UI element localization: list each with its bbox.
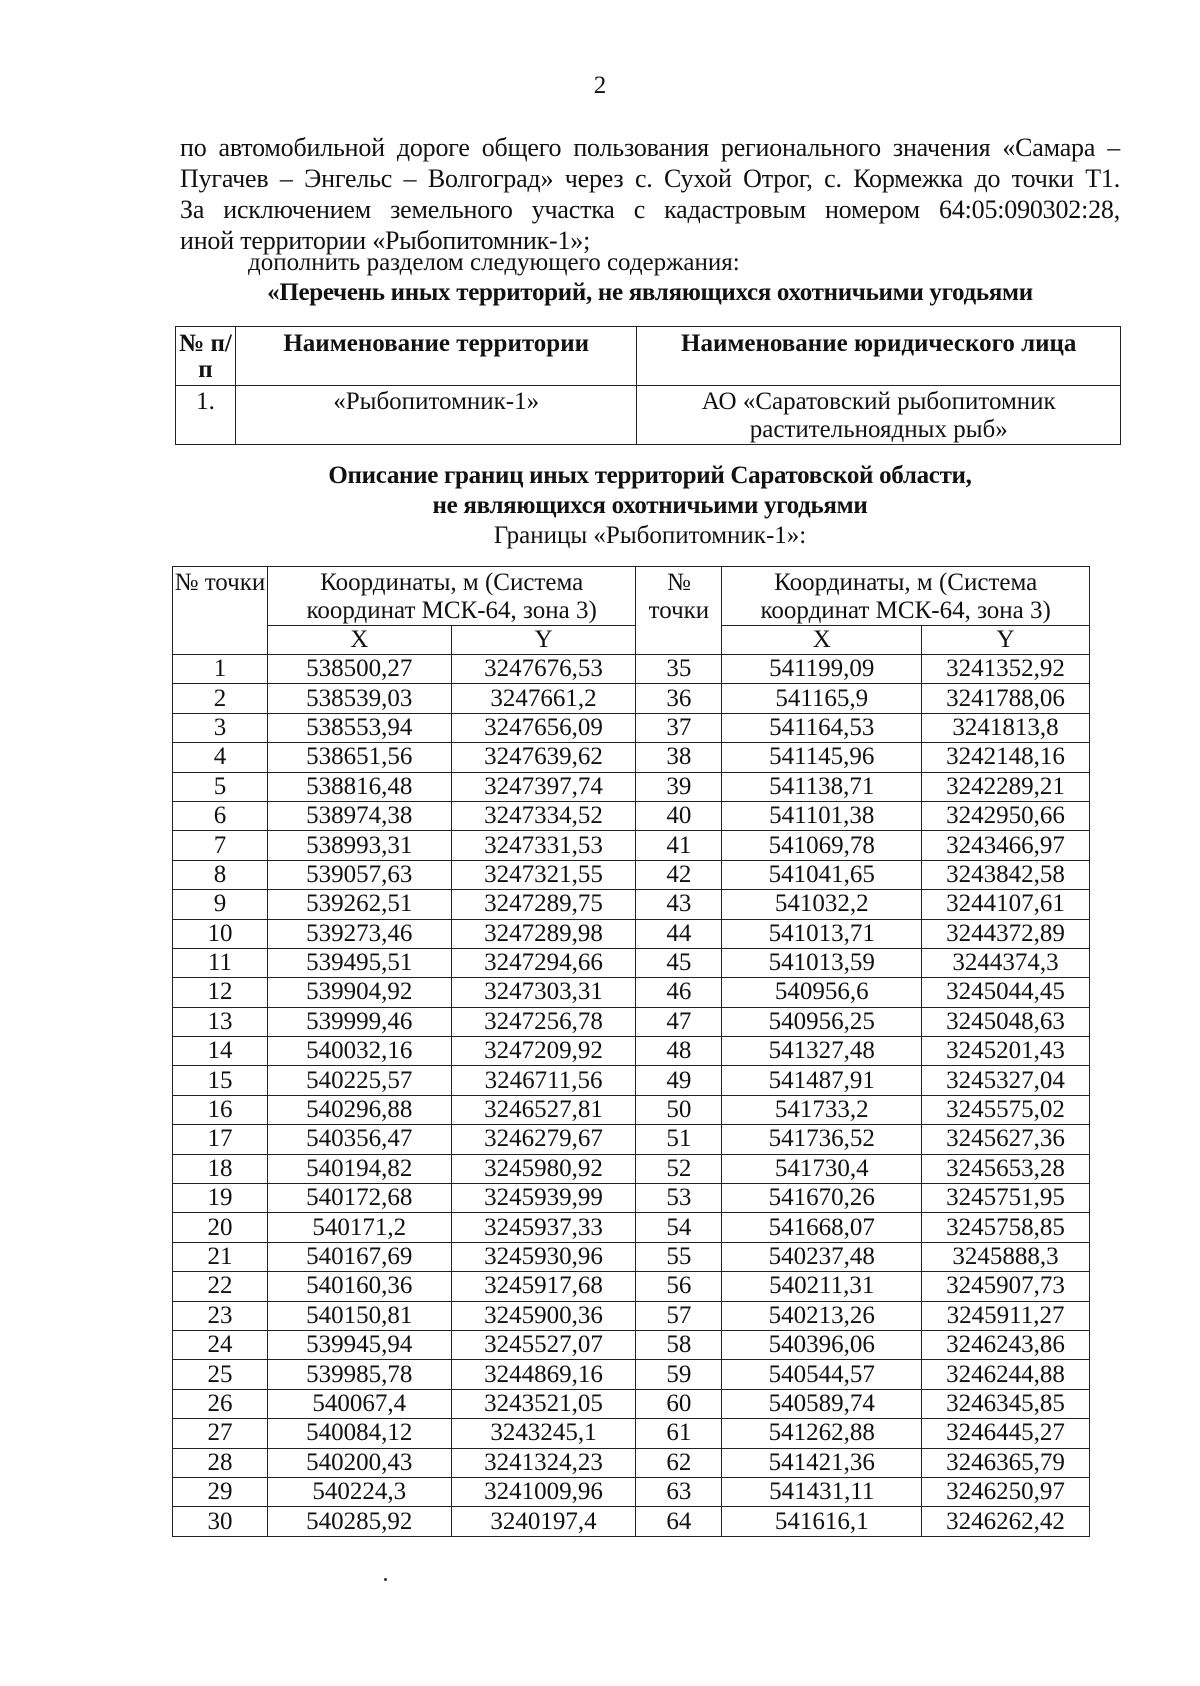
- intro-line: иной территории «Рыбопитомник-1»;: [180, 226, 591, 255]
- cell-x-left: 538993,31: [267, 831, 451, 860]
- header-point-right: № точки: [636, 567, 722, 655]
- cell-y-right: 3245751,95: [922, 1184, 1090, 1213]
- cell-point-right: 55: [636, 1242, 722, 1271]
- header-coords-left: Координаты, м (Система координат МСК-64, зона 3): [267, 567, 636, 626]
- cell-point-left: 13: [173, 1007, 268, 1036]
- cell-y-left: 3247661,2: [451, 684, 636, 713]
- cell-point-left: 30: [173, 1507, 268, 1536]
- cell-x-right: 541668,07: [722, 1213, 922, 1242]
- cell-x-left: 540150,81: [267, 1301, 451, 1330]
- header-territory-name: Наименование территории: [235, 327, 637, 386]
- cell-y-right: 3241352,92: [922, 655, 1090, 684]
- table-row: [173, 1213, 1090, 1242]
- cell-x-right: 540213,26: [722, 1301, 922, 1330]
- cell-y-left: 3247256,78: [451, 1007, 636, 1036]
- cell-y-left: 3247289,75: [451, 890, 636, 919]
- cell-point-left: 25: [173, 1360, 268, 1389]
- cell-x-left: 540296,88: [267, 1095, 451, 1124]
- cell-x-left: 539262,51: [267, 890, 451, 919]
- header-x-right: X: [722, 626, 922, 655]
- cell-y-right: 3243466,97: [922, 831, 1090, 860]
- cell-x-right: 541138,71: [722, 772, 922, 801]
- territories-table: [175, 326, 1121, 445]
- table-row: [173, 1507, 1090, 1536]
- cell-y-right: 3241788,06: [922, 684, 1090, 713]
- intro-line: по автомобильной дороге общего пользования регионального значения «Самара –: [180, 133, 1120, 162]
- cell-x-left: 540200,43: [267, 1448, 451, 1477]
- cell-x-right: 541431,11: [722, 1477, 922, 1506]
- cell-point-left: 10: [173, 919, 268, 948]
- cell-point-right: 60: [636, 1389, 722, 1418]
- intro-line: Пугачев – Энгельс – Волгоград» через с. Сухой Отрог, с. Кормежка до точки Т1.: [180, 164, 1120, 193]
- table-row: [173, 831, 1090, 860]
- cell-x-left: 539999,46: [267, 1007, 451, 1036]
- cell-y-right: 3245327,04: [922, 1066, 1090, 1095]
- cell-y-right: 3246250,97: [922, 1477, 1090, 1506]
- cell-x-left: 539985,78: [267, 1360, 451, 1389]
- cell-x-left: 540285,92: [267, 1507, 451, 1536]
- cell-x-left: 540067,4: [267, 1389, 451, 1418]
- cell-point-right: 35: [636, 655, 722, 684]
- cell-y-right: 3245201,43: [922, 1037, 1090, 1066]
- cell-x-right: 541013,59: [722, 948, 922, 977]
- cell-point-right: 40: [636, 801, 722, 830]
- cell-x-right: 541069,78: [722, 831, 922, 860]
- cell-point-right: 53: [636, 1184, 722, 1213]
- header-y-right: Y: [922, 626, 1090, 655]
- cell-point-right: 54: [636, 1213, 722, 1242]
- cell-point-right: 37: [636, 713, 722, 742]
- intro-line: За исключением земельного участка с кадастровым номером 64:05:090302:28,: [180, 195, 1120, 224]
- cell-x-left: 540356,47: [267, 1125, 451, 1154]
- cell-point-right: 49: [636, 1066, 722, 1095]
- cell-x-right: 541421,36: [722, 1448, 922, 1477]
- table-row: [173, 1330, 1090, 1359]
- cell-x-right: 541733,2: [722, 1095, 922, 1124]
- table-row: [176, 386, 1121, 445]
- cell-point-left: 7: [173, 831, 268, 860]
- cell-y-left: 3247331,53: [451, 831, 636, 860]
- table-subheader-row: [173, 626, 1090, 655]
- cell-point-right: 48: [636, 1037, 722, 1066]
- cell-y-right: 3241813,8: [922, 713, 1090, 742]
- table-row: [173, 1419, 1090, 1448]
- cell-x-right: 541164,53: [722, 713, 922, 742]
- cell-y-right: 3245575,02: [922, 1095, 1090, 1124]
- cell-point-right: 38: [636, 743, 722, 772]
- cell-point-left: 2: [173, 684, 268, 713]
- boundaries-title-line: не являющихся охотничьими угодьями: [432, 492, 868, 519]
- cell-x-right: 541730,4: [722, 1154, 922, 1183]
- cell-y-right: 3244107,61: [922, 890, 1090, 919]
- cell-x-right: 540956,25: [722, 1007, 922, 1036]
- cell-point-left: 8: [173, 860, 268, 889]
- cell-point-left: 4: [173, 743, 268, 772]
- cell-y-left: 3247639,62: [451, 743, 636, 772]
- table-row: [173, 1007, 1090, 1036]
- cell-x-right: 540211,31: [722, 1272, 922, 1301]
- table-row: [173, 655, 1090, 684]
- cell-y-left: 3246279,67: [451, 1125, 636, 1154]
- table-row: [173, 801, 1090, 830]
- cell-x-left: 540160,36: [267, 1272, 451, 1301]
- table-row: [173, 978, 1090, 1007]
- cell-x-right: 540396,06: [722, 1330, 922, 1359]
- cell-point-left: 23: [173, 1301, 268, 1330]
- cell-y-right: 3245758,85: [922, 1213, 1090, 1242]
- cell-y-left: 3245939,99: [451, 1184, 636, 1213]
- cell-point-left: 29: [173, 1477, 268, 1506]
- header-point-left: № точки: [173, 567, 268, 655]
- cell-point-left: 6: [173, 801, 268, 830]
- cell-x-right: 541262,88: [722, 1419, 922, 1448]
- cell-point-right: 63: [636, 1477, 722, 1506]
- cell-point-right: 45: [636, 948, 722, 977]
- cell-y-left: 3247334,52: [451, 801, 636, 830]
- cell-y-left: 3247321,55: [451, 860, 636, 889]
- table-row: [173, 1095, 1090, 1124]
- cell-x-left: 540167,69: [267, 1242, 451, 1271]
- header-legal-entity: Наименование юридического лица: [637, 327, 1121, 386]
- cell-point-right: 46: [636, 978, 722, 1007]
- cell-y-right: 3246262,42: [922, 1507, 1090, 1536]
- table-row: [173, 1037, 1090, 1066]
- cell-point-left: 19: [173, 1184, 268, 1213]
- cell-x-right: 541616,1: [722, 1507, 922, 1536]
- cell-y-right: 3245627,36: [922, 1125, 1090, 1154]
- cell-point-right: 59: [636, 1360, 722, 1389]
- cell-y-left: 3246711,56: [451, 1066, 636, 1095]
- table-row: [173, 1389, 1090, 1418]
- table-row: [173, 1301, 1090, 1330]
- cell-point-left: 24: [173, 1330, 268, 1359]
- cell-x-left: 540225,57: [267, 1066, 451, 1095]
- cell-point-right: 57: [636, 1301, 722, 1330]
- cell-y-left: 3241324,23: [451, 1448, 636, 1477]
- cell-x-right: 540589,74: [722, 1389, 922, 1418]
- cell-point-right: 62: [636, 1448, 722, 1477]
- cell-x-right: 541032,2: [722, 890, 922, 919]
- boundaries-title-line: Описание границ иных территорий Саратовской области,: [328, 462, 972, 489]
- cell-x-left: 538974,38: [267, 801, 451, 830]
- header-num: № п/п: [176, 327, 236, 386]
- table-row: [173, 1184, 1090, 1213]
- cell-x-left: 538651,56: [267, 743, 451, 772]
- cell-x-right: 540237,48: [722, 1242, 922, 1271]
- cell-y-left: 3245900,36: [451, 1301, 636, 1330]
- cell-y-right: 3246244,88: [922, 1360, 1090, 1389]
- cell-x-left: 538816,48: [267, 772, 451, 801]
- table-header-row: [173, 567, 1090, 626]
- cell-point-right: 51: [636, 1125, 722, 1154]
- cell-y-left: 3247397,74: [451, 772, 636, 801]
- cell-point-left: 17: [173, 1125, 268, 1154]
- cell-x-right: 541487,91: [722, 1066, 922, 1095]
- page-number: 2: [593, 72, 607, 99]
- intro-paragraph: [180, 132, 1120, 256]
- cell-x-right: 541670,26: [722, 1184, 922, 1213]
- cell-x-right: 541041,65: [722, 860, 922, 889]
- cell-x-left: 540084,12: [267, 1419, 451, 1448]
- table-row: [173, 948, 1090, 977]
- header-coords-right: Координаты, м (Система координат МСК-64, зона 3): [722, 567, 1090, 626]
- boundaries-title: [180, 461, 1120, 521]
- cell-y-right: 3242289,21: [922, 772, 1090, 801]
- cell-y-right: 3245911,27: [922, 1301, 1090, 1330]
- cell-y-right: 3245653,28: [922, 1154, 1090, 1183]
- cell-y-right: 3245048,63: [922, 1007, 1090, 1036]
- cell-y-right: 3245044,45: [922, 978, 1090, 1007]
- cell-point-right: 47: [636, 1007, 722, 1036]
- cell-point-right: 36: [636, 684, 722, 713]
- cell-x-left: 538553,94: [267, 713, 451, 742]
- cell-y-left: 3240197,4: [451, 1507, 636, 1536]
- cell-x-right: 540956,6: [722, 978, 922, 1007]
- cell-y-right: 3245907,73: [922, 1272, 1090, 1301]
- cell-y-right: 3242148,16: [922, 743, 1090, 772]
- cell-num: 1.: [176, 386, 236, 445]
- cell-x-left: 540171,2: [267, 1213, 451, 1242]
- table-row: [173, 919, 1090, 948]
- table-row: [173, 713, 1090, 742]
- table-row: [173, 1477, 1090, 1506]
- cell-x-left: 540172,68: [267, 1184, 451, 1213]
- table-row: [173, 1360, 1090, 1389]
- cell-y-left: 3243521,05: [451, 1389, 636, 1418]
- cell-point-right: 44: [636, 919, 722, 948]
- cell-x-left: 539057,63: [267, 860, 451, 889]
- coordinates-table-body: [173, 655, 1090, 1537]
- cell-point-left: 26: [173, 1389, 268, 1418]
- cell-x-right: 541013,71: [722, 919, 922, 948]
- cell-y-right: 3243842,58: [922, 860, 1090, 889]
- cell-x-left: 540032,16: [267, 1037, 451, 1066]
- cell-x-right: 541145,96: [722, 743, 922, 772]
- cell-y-left: 3244869,16: [451, 1360, 636, 1389]
- cell-y-right: 3246345,85: [922, 1389, 1090, 1418]
- table-header-row: [176, 327, 1121, 386]
- cell-y-right: 3246243,86: [922, 1330, 1090, 1359]
- cell-x-left: 538500,27: [267, 655, 451, 684]
- cell-point-left: 21: [173, 1242, 268, 1271]
- cell-legal-entity: АО «Саратовский рыбопитомник растительноядных рыб»: [637, 386, 1121, 445]
- table-row: [173, 684, 1090, 713]
- cell-point-right: 61: [636, 1419, 722, 1448]
- cell-point-left: 22: [173, 1272, 268, 1301]
- cell-point-left: 18: [173, 1154, 268, 1183]
- cell-y-right: 3242950,66: [922, 801, 1090, 830]
- cell-x-right: 540544,57: [722, 1360, 922, 1389]
- cell-x-left: 539495,51: [267, 948, 451, 977]
- cell-point-left: 11: [173, 948, 268, 977]
- cell-x-left: 538539,03: [267, 684, 451, 713]
- supplement-text: дополнить разделом следующего содержания:: [248, 249, 740, 276]
- cell-point-left: 27: [173, 1419, 268, 1448]
- cell-point-left: 12: [173, 978, 268, 1007]
- cell-x-left: 540194,82: [267, 1154, 451, 1183]
- cell-y-left: 3245527,07: [451, 1330, 636, 1359]
- cell-point-right: 43: [636, 890, 722, 919]
- cell-point-left: 14: [173, 1037, 268, 1066]
- cell-y-left: 3245937,33: [451, 1213, 636, 1242]
- cell-y-left: 3247303,31: [451, 978, 636, 1007]
- cell-point-right: 39: [636, 772, 722, 801]
- table-row: [173, 1125, 1090, 1154]
- cell-x-left: 540224,3: [267, 1477, 451, 1506]
- cell-point-left: 3: [173, 713, 268, 742]
- cell-y-left: 3245917,68: [451, 1272, 636, 1301]
- table-row: [173, 1448, 1090, 1477]
- cell-x-left: 539904,92: [267, 978, 451, 1007]
- cell-y-left: 3245980,92: [451, 1154, 636, 1183]
- cell-x-left: 539945,94: [267, 1330, 451, 1359]
- cell-y-right: 3244372,89: [922, 919, 1090, 948]
- cell-point-left: 1: [173, 655, 268, 684]
- cell-point-right: 41: [636, 831, 722, 860]
- cell-y-left: 3247676,53: [451, 655, 636, 684]
- table-row: [173, 1272, 1090, 1301]
- cell-x-left: 539273,46: [267, 919, 451, 948]
- cell-point-left: 28: [173, 1448, 268, 1477]
- cell-point-left: 9: [173, 890, 268, 919]
- cell-point-right: 58: [636, 1330, 722, 1359]
- cell-point-left: 5: [173, 772, 268, 801]
- table-row: [173, 860, 1090, 889]
- stray-dot: [384, 1578, 387, 1581]
- cell-point-right: 42: [636, 860, 722, 889]
- coordinates-table: [172, 566, 1090, 1537]
- cell-y-left: 3246527,81: [451, 1095, 636, 1124]
- cell-x-right: 541101,38: [722, 801, 922, 830]
- section-title: «Перечень иных территорий, не являющихся охотничьими угодьями: [267, 279, 1033, 306]
- cell-x-right: 541327,48: [722, 1037, 922, 1066]
- header-x-left: X: [267, 626, 451, 655]
- cell-point-left: 15: [173, 1066, 268, 1095]
- cell-y-left: 3247656,09: [451, 713, 636, 742]
- cell-point-left: 16: [173, 1095, 268, 1124]
- cell-y-right: 3245888,3: [922, 1242, 1090, 1271]
- cell-y-right: 3246445,27: [922, 1419, 1090, 1448]
- cell-y-left: 3243245,1: [451, 1419, 636, 1448]
- cell-territory-name: «Рыбопитомник-1»: [235, 386, 637, 445]
- cell-x-right: 541199,09: [722, 655, 922, 684]
- cell-point-right: 52: [636, 1154, 722, 1183]
- cell-y-left: 3247209,92: [451, 1037, 636, 1066]
- table-row: [173, 890, 1090, 919]
- cell-x-right: 541165,9: [722, 684, 922, 713]
- cell-y-right: 3244374,3: [922, 948, 1090, 977]
- cell-point-right: 50: [636, 1095, 722, 1124]
- cell-x-right: 541736,52: [722, 1125, 922, 1154]
- cell-point-right: 64: [636, 1507, 722, 1536]
- table-row: [173, 772, 1090, 801]
- table-row: [173, 1154, 1090, 1183]
- table-row: [173, 1066, 1090, 1095]
- table-row: [173, 1242, 1090, 1271]
- header-y-left: Y: [451, 626, 636, 655]
- cell-point-left: 20: [173, 1213, 268, 1242]
- cell-y-right: 3246365,79: [922, 1448, 1090, 1477]
- cell-y-left: 3247294,66: [451, 948, 636, 977]
- cell-point-right: 56: [636, 1272, 722, 1301]
- cell-y-left: 3245930,96: [451, 1242, 636, 1271]
- boundaries-subtitle: Границы «Рыбопитомник-1»:: [493, 522, 807, 549]
- table-row: [173, 743, 1090, 772]
- cell-y-left: 3247289,98: [451, 919, 636, 948]
- cell-y-left: 3241009,96: [451, 1477, 636, 1506]
